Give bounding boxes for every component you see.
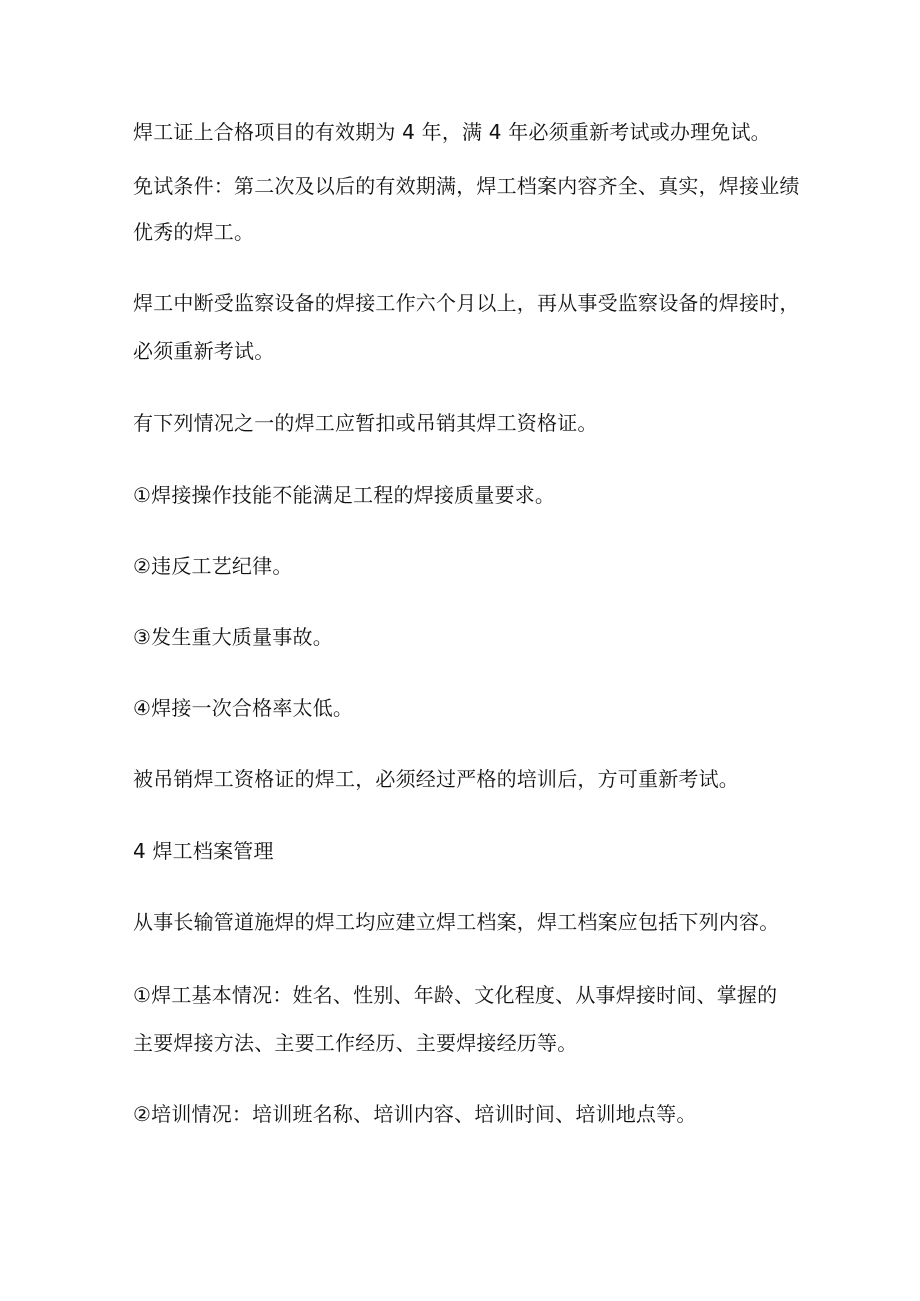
paragraph-suspension-intro: 有下列情况之一的焊工应暂扣或吊销其焊工资格证。 [133,411,598,435]
list-item-archive-1-line2: 主要焊接方法、主要工作经历、主要焊接经历等。 [133,1031,578,1055]
list-item-archive-2: ②培训情况：培训班名称、培训内容、培训时间、培训地点等。 [133,1102,697,1126]
list-item-suspension-1: ①焊接操作技能不能满足工程的焊接质量要求。 [133,483,556,507]
paragraph-exemption-line1: 免试条件：第二次及以后的有效期满，焊工档案内容齐全、真实，焊接业绩 [133,174,800,198]
paragraph-interruption-line2: 必须重新考试。 [133,339,275,363]
paragraph-interruption-line1: 焊工中断受监察设备的焊接工作六个月以上，再从事受监察设备的焊接时， [133,291,800,315]
paragraph-archive-intro: 从事长输管道施焊的焊工均应建立焊工档案，焊工档案应包括下列内容。 [133,910,780,934]
list-item-suspension-2: ②违反工艺纪律。 [133,554,293,578]
list-item-suspension-4: ④焊接一次合格率太低。 [133,696,354,720]
list-item-suspension-3: ③发生重大质量事故。 [133,625,333,649]
list-item-archive-1-line1: ①焊工基本情况：姓名、性别、年龄、文化程度、从事焊接时间、掌握的 [133,983,778,1007]
paragraph-validity: 焊工证上合格项目的有效期为 4 年，满 4 年必须重新考试或办理免试。 [133,120,771,144]
section-heading-archive: 4 焊工档案管理 [133,839,274,863]
paragraph-exemption-line2: 优秀的焊工。 [133,220,255,244]
paragraph-revoked: 被吊销焊工资格证的焊工，必须经过严格的培训后，方可重新考试。 [133,767,739,791]
